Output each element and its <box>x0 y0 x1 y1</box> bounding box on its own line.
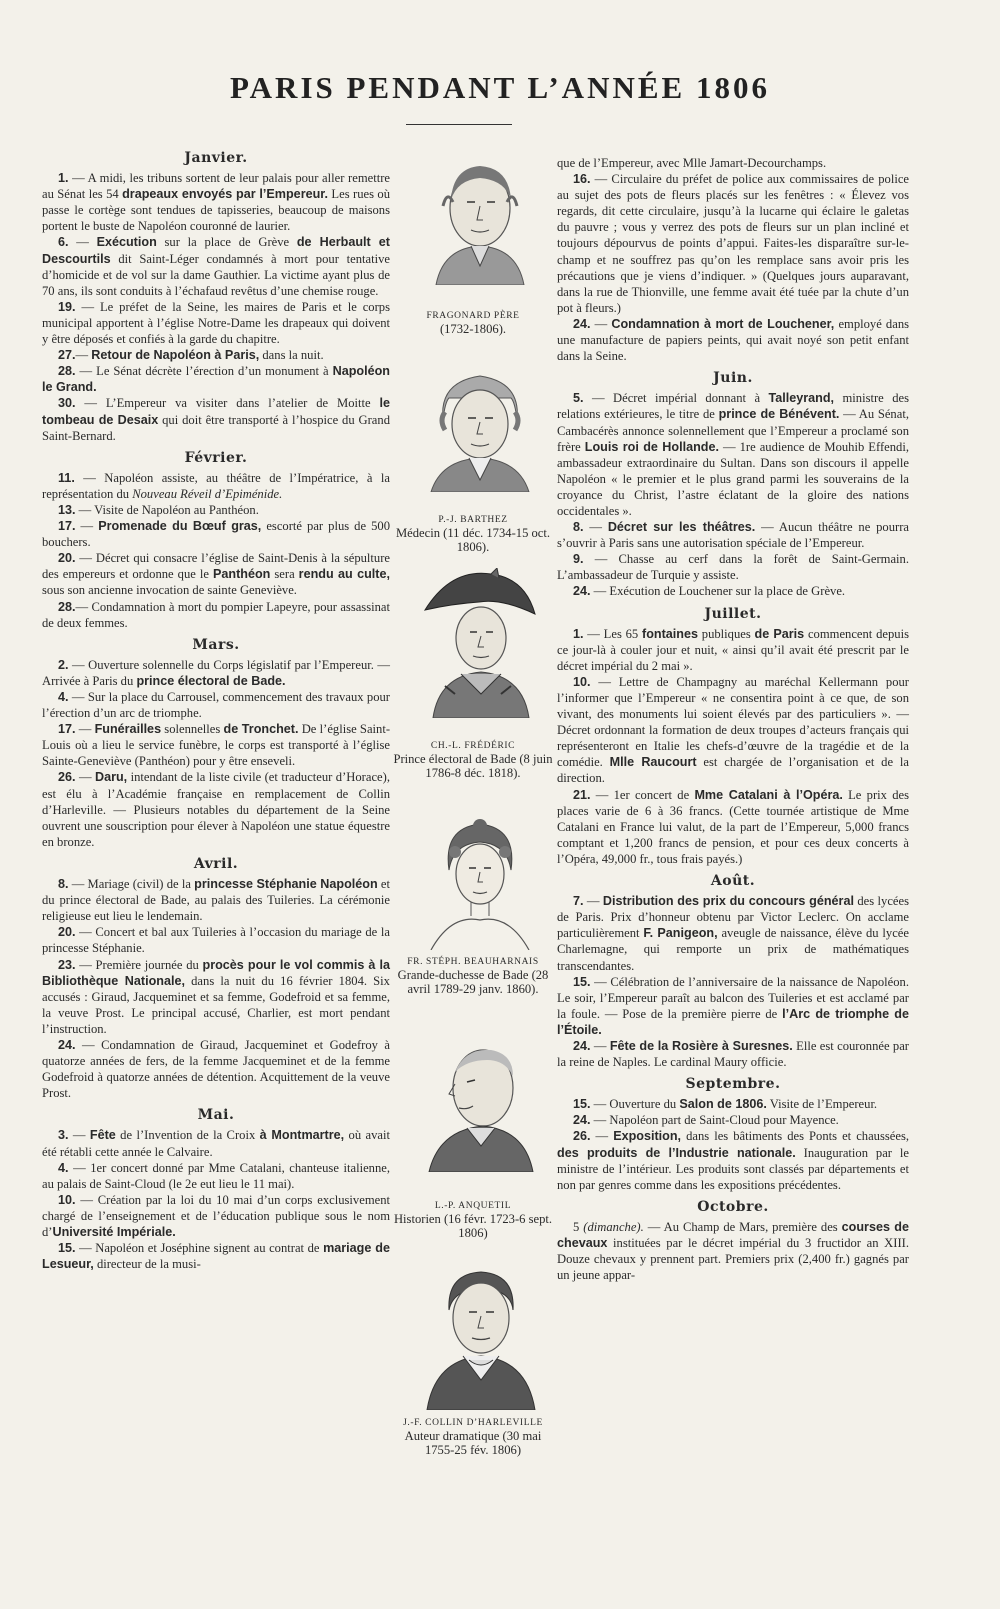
portrait-name: FR. STÉPH. BEAUHARNAIS <box>407 957 539 967</box>
entry-jul-1: 1. — Les 65 fontaines publiques de Paris commencent depuis ce jour-là à couler jour et nuit, « ainsi qu’il avait été prescrit par le décret impérial du 2 mai ». <box>557 626 909 673</box>
portrait-barthez <box>421 362 539 492</box>
portrait-frederic-caption <box>393 740 553 780</box>
entry-jun-24: 24. — Exécution de Louchener sur la place de Grève. <box>573 584 846 599</box>
page-title: PARIS PENDANT L’ANNÉE 1806 <box>230 70 770 105</box>
entry-jan-30: 30. — L’Empereur va visiter dans l’atelier de Moitte le tombeau de Desaix qui doit être transporté à l’hospice du Grand Saint-Bernard. <box>42 396 390 443</box>
section-aout: Août. <box>710 873 756 890</box>
portrait-desc: Médecin (11 déc. 1734-15 oct. 1806). <box>395 526 551 554</box>
entry-feb-28: 28.— Condamnation à mort du pompier Lapeyre, pour assassinat de deux femmes. <box>42 599 390 630</box>
entry-apr-8: 8. — Mariage (civil) de la princesse Stéphanie Napoléon et du prince électoral de Bade, au palais des Tuileries. La cérémonie religieuse eut lieu le lendemain. <box>42 877 390 924</box>
entry-jun-9: 9. — Chasse au cerf dans la forêt de Saint-Germain. L’ambassadeur de Turquie y assiste. <box>557 552 909 583</box>
entry-aug-15: 15. — Célébration de l’anniversaire de la naissance de Napoléon. Le soir, l’Empereur paraît au balcon des Tuileries et est acclamé par la foule. — Pose de la première pierre de l’Arc de triomphe de l’Étoile. <box>557 974 909 1037</box>
entry-sep-26: 26. — Exposition, dans les bâtiments des Ponts et chaussées, des produits de l’Industrie nationale. Inauguration par le ministre de l’intérieur. Les produits sont classés par départements et non par genres comme dans les expositions précédentes. <box>557 1129 910 1192</box>
portrait-barthez-caption <box>393 514 553 554</box>
portrait-beauharnais <box>421 810 539 950</box>
entry-feb-11: 11. — Napoléon assiste, au théâtre de l’Impératrice, à la représentation du Nouveau Réveil d’Epiménide. <box>42 470 390 501</box>
entry-may-4: 4. — 1er concert donné par Mme Catalani, chanteuse italienne, au palais de Saint-Cloud (le 2e eut lieu le 11 mai). <box>42 1160 390 1191</box>
section-juin: Juin. <box>713 370 753 387</box>
entry-jan-28: 28. — Le Sénat décrète l’érection d’un monument à Napoléon le Grand. <box>42 364 390 395</box>
entry-jul-21: 21. — 1er concert de Mme Catalani à l’Opéra. Le prix des places varie de 6 à 36 francs. (Cette tournée artistique de Mme Catalani en France lui valut, de la part de l’Empereur, 5,000 francs comptant et 1,200 francs de pension, et pour ces deux concerts à l’Opéra, 49,000 fr., tous frais payés.) <box>557 787 909 866</box>
title-rule <box>406 124 512 125</box>
entry-may-16: 16. — Circulaire du préfet de police aux commissaires de police au sujet des pots de fleurs placés sur les fenêtres : « Élevez vos regards, dit cette circulaire, jusqu’à la lucarne qui éclaire le galetas du pauvre ; vous y verrez des pots de fleurs sur un plan incliné et toujours dépourvus de points d’appui. Faites-les disparaître sur-le-champ et ne souffrez pas qu’on les remplace sans avoir pris les précautions que je viens d’indiquer. » (Quelques jours auparavant, dans la rue de Thionville, une femme avait été tuée par la chute d’un pot à fleurs.) <box>557 172 909 315</box>
entry-apr-23: 23. — Première journée du procès pour le vol commis à la Bibliothèque Nationale, dans la nuit du 16 février 1804. Six accusés : Giraud, Jacqueminet et sa femme, Godefroid et sa femme, la veuve Prost. Le principal accusé, Charlier, est mort pendant l’instruction. <box>42 957 390 1036</box>
right-column <box>557 155 909 1283</box>
entry-mar-26: 26. — Daru, intendant de la liste civile (et traducteur d’Horace), est élu à l’Académie française en remplacement de Collin d’Harleville. — Plusieurs notables du département de la Seine ouvrent une souscription pour élever à Napoléon une statue équestre en bronze. <box>42 770 390 849</box>
portrait-name: J.-F. COLLIN D’HARLEVILLE <box>403 1418 543 1428</box>
entry-mar-4: 4. — Sur la place du Carrousel, commencement des travaux pour l’érection d’un arc de triomphe. <box>42 690 390 721</box>
portrait-beauharnais-caption <box>393 956 553 996</box>
portrait-desc: Grande-duchesse de Bade (28 avril 1789-29 janv. 1860). <box>397 968 549 996</box>
section-mai: Mai. <box>197 1107 235 1124</box>
entry-may-3: 3. — Fête de l’Invention de la Croix à Montmartre, où avait été rétabli cette année le Calvaire. <box>42 1128 390 1159</box>
entry-jun-8: 8. — Décret sur les théâtres. — Aucun théâtre ne pourra s’ouvrir à Paris sans une autorisation spéciale de l’Empereur. <box>557 520 910 551</box>
entry-sep-24: 24. — Napoléon part de Saint-Cloud pour Mayence. <box>573 1113 839 1128</box>
entry-may-10: 10. — Création par la loi du 10 mai d’un corps exclusivement chargé de l’enseignement et de l’éducation publique sous le nom d’Université Impériale. <box>42 1192 390 1239</box>
entry-feb-17: 17. — Promenade du Bœuf gras, escorté par plus de 500 bouchers. <box>42 519 390 550</box>
left-column <box>42 150 390 1272</box>
entry-may-15-cont: que de l’Empereur, avec Mlle Jamart-Decourchamps. <box>557 156 827 170</box>
section-janvier: Janvier. <box>184 150 248 166</box>
portrait-desc: Historien (16 févr. 1723-6 sept. 1806) <box>393 1212 553 1240</box>
portrait-fragonard-caption <box>393 310 553 336</box>
portrait-desc: (1732-1806). <box>439 322 507 336</box>
entry-apr-24: 24. — Condamnation de Giraud, Jacqueminet et Godefroy à quatorze années de fers, de la femme Jacqueminet et de la femme Godefroid à quatorze années de détention. Acquittement de la veuve Prost. <box>42 1037 390 1101</box>
entry-feb-13: 13. — Visite de Napoléon au Panthéon. <box>58 502 259 517</box>
entry-may-15: 15. — Napoléon et Joséphine signent au contrat de mariage de Lesueur, directeur de la musi- <box>42 1241 390 1272</box>
entry-oct-5: 5 (dimanche). — Au Champ de Mars, première des courses de chevaux instituées par le décret impérial du 3 fructidor an XIII. Douze chevaux y prennent part. Premiers prix (2,400 fr.) gagnés par un jeune appar- <box>557 1219 909 1283</box>
portrait-name: L.-P. ANQUETIL <box>434 1201 512 1211</box>
portrait-desc: Prince électoral de Bade (8 juin 1786-8 déc. 1818). <box>393 752 553 780</box>
entry-aug-7: 7. — Distribution des prix du concours général des lycées de Paris. Prix d’honneur obtenu par Victor Leclerc. On acclame particulièrement F. Panigeon, aveugle de naissance, élève du lycée Charlemagne, qui remporte un prix de mathématiques transcendantes. <box>557 894 909 973</box>
section-septembre: Septembre. <box>685 1076 781 1093</box>
section-mars: Mars. <box>192 636 240 653</box>
portrait-frederic <box>421 568 539 718</box>
entry-aug-24: 24. — Fête de la Rosière à Suresnes. Elle est couronnée par la reine de Naples. Le cardinal Maury officie. <box>557 1038 909 1070</box>
portrait-name: P.-J. BARTHEZ <box>438 515 508 525</box>
entry-mar-17: 17. — Funérailles solennelles de Tronchet. De l’église Saint-Louis où a lieu le service funèbre, le corps est transporté à l’église Sainte-Geneviève (Panthéon) pour y être enseveli. <box>42 722 391 769</box>
entry-mar-2: 2. — Ouverture solennelle du Corps législatif par l’Empereur. — Arrivée à Paris du prince électoral de Bade. <box>42 657 390 688</box>
portrait-name: CH.-L. FRÉDÉRIC <box>430 741 516 751</box>
portrait-anquetil-caption <box>393 1200 553 1240</box>
entry-jan-27: 27.— Retour de Napoléon à Paris, dans la nuit. <box>58 348 324 363</box>
portrait-fragonard <box>421 150 539 285</box>
entry-jan-6: 6. — Exécution sur la place de Grève de Herbault et Descourtils dit Saint-Léger condamnés à mort pour tentative d’homicide et de vol sur la dame Gauthier. La victime ayant plus de 70 ans, ils sont conduits à l’échafaud revêtus d’une chemise rouge. <box>42 235 390 298</box>
entry-jun-5: 5. — Décret impérial donnant à Talleyrand, ministre des relations extérieures, le titre de prince de Bénévent. — Au Sénat, Cambacérès annonce solennellement que l’Empereur a proclamé son frère Louis roi de Hollande. — 1re audience de Mouhib Effendi, ambassadeur extraordinaire du Sultan. Dans son discours il appelle Napoléon « le premier et le plus grand parmi les souverains de la croyance du Christ, l’astre éclatant de la gloire des nations occidentales ». <box>557 391 910 518</box>
portrait-desc: Auteur dramatique (30 mai 1755-25 fév. 1806) <box>404 1429 542 1457</box>
entry-jan-19: 19. — Le préfet de la Seine, les maires de Paris et le corps municipal apportent à l’église Notre-Dame les drapeaux qui doivent y être déposés et confiés à la garde du chapitre. <box>42 299 390 347</box>
section-avril: Avril. <box>193 855 239 872</box>
portrait-anquetil <box>421 1032 539 1172</box>
section-juillet: Juillet. <box>704 605 762 622</box>
entry-jan-1: 1. — A midi, les tribuns sortent de leur palais pour aller remettre au Sénat les 54 drapeaux envoyés par l’Empereur. Les rues où passe le cortège sont tendues de tapisseries, beaucoup de maisons portent le buste de Napoléon couronné de laurier. <box>42 171 390 234</box>
entry-apr-20: 20. — Concert et bal aux Tuileries à l’occasion du mariage de la princesse Stéphanie. <box>42 925 390 956</box>
entry-sep-15: 15. — Ouverture du Salon de 1806. Visite de l’Empereur. <box>573 1097 878 1112</box>
section-fevrier: Février. <box>184 449 248 466</box>
portrait-collin-caption <box>393 1417 553 1457</box>
portrait-collin-dharleville <box>421 1260 539 1410</box>
entry-jul-10: 10. — Lettre de Champagny au maréchal Kellermann pour l’informer que l’Empereur « ne consentira point à ce que, de son vivant, des monuments lui soient élevés par des particuliers ». — Décret ordonnant la formation de deux troupes d’acteurs français qui représenteront en Italie les chefs-d’œuvre de la tragédie et de la comédie. Mlle Raucourt est chargée de l’organisation et de la direction. <box>557 674 909 786</box>
entry-feb-20: 20. — Décret qui consacre l’église de Saint-Denis à la sépulture des empereurs et ordonne que le Panthéon sera rendu au culte, sous son ancienne invocation de sainte Geneviève. <box>42 551 390 598</box>
section-octobre: Octobre. <box>697 1198 769 1215</box>
entry-may-24: 24. — Condamnation à mort de Louchener, employé dans une manufacture de papiers peints, qui avait noyé son petit enfant dans la Seine. <box>557 316 910 364</box>
portrait-name: FRAGONARD PÈRE <box>426 311 520 321</box>
